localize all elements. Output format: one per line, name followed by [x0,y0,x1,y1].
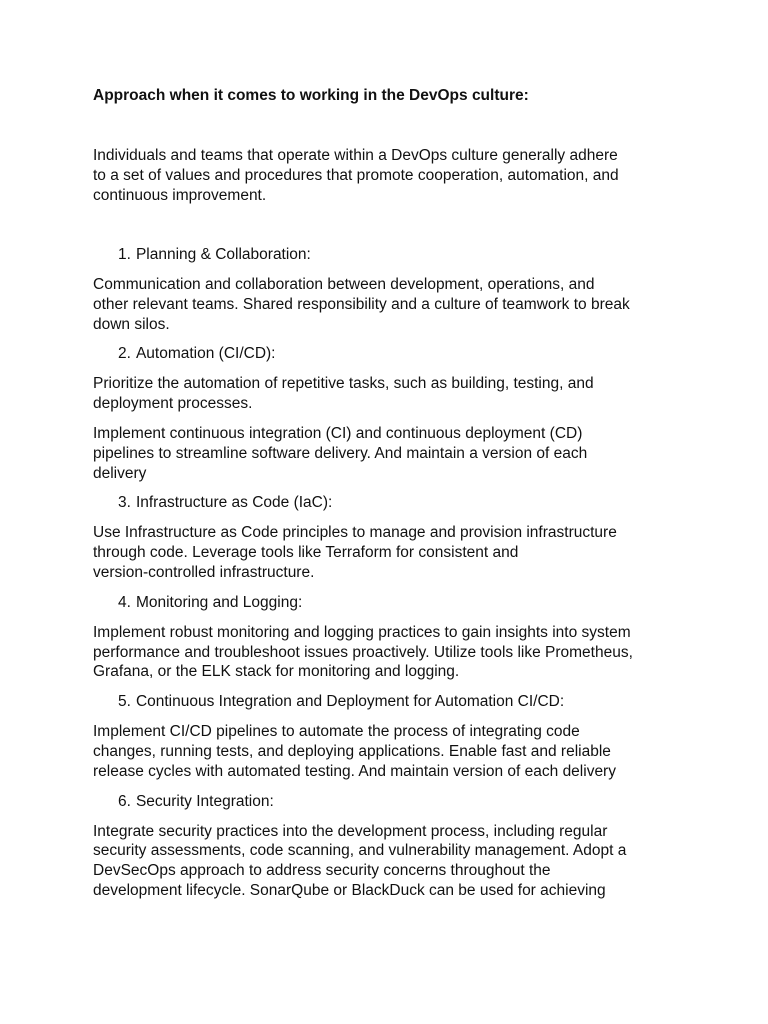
paragraph-line: deployment processes. [93,395,253,413]
section-number: 1. [118,246,131,263]
document-title: Approach when it comes to working in the DevOps culture: [93,87,529,104]
section-title: Automation (CI/CD): [135,345,276,363]
section-number: 3. [118,494,131,512]
paragraph-line: version-controlled infrastructure. [93,563,315,581]
paragraph-line: Implement robust monitoring and logging practices to gain insights into system [93,623,631,641]
paragraph-line: security assessments, code scanning, and vulnerability management. Adopt a [93,842,627,860]
section-heading-cicd [118,692,693,712]
paragraph-line: delivery [93,464,147,482]
paragraph-line: Use Infrastructure as Code principles to manage and provision infrastructure [93,524,617,542]
section-title: Monitoring and Logging: [135,593,303,611]
section-number: 6. [118,792,131,810]
sections-list [93,245,693,911]
paragraph-line: performance and troubleshoot issues proactively. Utilize tools like Prometheus, [93,643,633,661]
paragraph-line: pipelines to streamline software delivery. And maintain a version of each [93,444,588,462]
paragraph-line: Prioritize the automation of repetitive tasks, such as building, testing, and [93,375,594,393]
section-title: Planning & Collaboration: [135,246,311,263]
intro-paragraph [93,146,693,206]
paragraph-line: down silos. [93,315,170,333]
section-heading-automation [118,344,693,364]
section-title: Security Integration: [135,792,274,810]
section-paragraph [93,275,693,334]
section-paragraph [93,374,693,414]
section-heading-planning [118,245,693,265]
section-title: Infrastructure as Code (IaC): [135,494,333,512]
paragraph-line: release cycles with automated testing. And maintain version of each delivery [93,762,616,780]
section-number: 4. [118,593,131,611]
section-heading-security [118,792,693,812]
section-paragraph [93,623,693,682]
section-paragraph [93,523,693,582]
intro-line: Individuals and teams that operate within a DevOps culture generally adhere [93,147,618,164]
paragraph-line: Implement CI/CD pipelines to automate the process of integrating code [93,723,580,741]
section-title: Continuous Integration and Deployment for Automation CI/CD: [135,693,565,711]
paragraph-line: development lifecycle. SonarQube or BlackDuck can be used for achieving [93,881,606,899]
section-number: 5. [118,693,131,711]
paragraph-line: Communication and collaboration between development, operations, and [93,276,595,293]
intro-line: continuous improvement. [93,187,267,204]
section-number: 2. [118,345,131,363]
paragraph-line: Integrate security practices into the development process, including regular [93,822,608,840]
paragraph-line: other relevant teams. Shared responsibility and a culture of teamwork to break [93,295,630,313]
paragraph-line: Implement continuous integration (CI) and continuous deployment (CD) [93,424,583,442]
section-heading-iac [118,493,693,513]
paragraph-line: DevSecOps approach to address security concerns throughout the [93,862,551,880]
paragraph-line: Grafana, or the ELK stack for monitoring and logging. [93,663,460,681]
section-paragraph [93,424,693,483]
paragraph-line: through code. Leverage tools like Terraform for consistent and [93,544,519,562]
section-paragraph [93,722,693,781]
section-paragraph [93,822,693,901]
section-heading-monitoring [118,593,693,613]
paragraph-line: changes, running tests, and deploying applications. Enable fast and reliable [93,742,611,760]
intro-line: to a set of values and procedures that promote cooperation, automation, and [93,167,619,184]
